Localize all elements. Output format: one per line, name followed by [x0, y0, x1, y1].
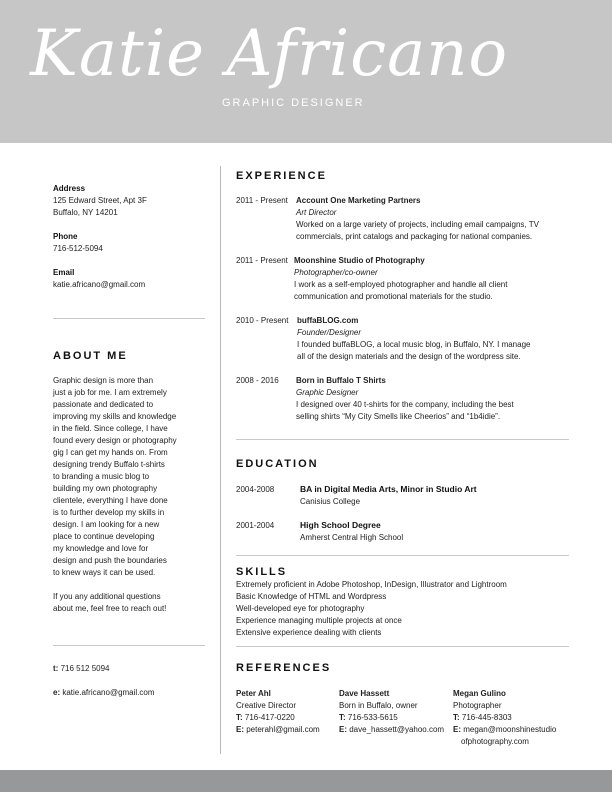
edu-school: Amherst Central High School	[300, 533, 404, 542]
reference-name: Dave Hassett	[339, 689, 390, 698]
right-divider-3	[236, 646, 569, 647]
reference-phone-value: 716-533-5615	[347, 713, 398, 722]
reference-phone-value: 716-417-0220	[244, 713, 295, 722]
job-desc-line: communication and promotional materials for the studio.	[294, 292, 493, 301]
phone-label: Phone	[53, 232, 78, 241]
resume-footer-bar	[0, 770, 612, 792]
job-title: Photographer/co-owner	[294, 268, 378, 277]
phone-value: 716-512-5094	[53, 244, 103, 253]
reference-email-value: megan@moonshinestudio	[463, 725, 557, 734]
experience-heading: EXPERIENCE	[236, 170, 327, 182]
address-label: Address	[53, 184, 86, 193]
about-line: design. I am looking for a new	[53, 520, 160, 529]
reference-phone-value: 716-445-8303	[461, 713, 512, 722]
job-dates: 2010 - Present	[236, 316, 289, 325]
job-desc-line: Worked on a large variety of projects, including email campaigns, TV	[296, 220, 539, 229]
left-divider-2	[53, 645, 205, 646]
edu-degree: BA in Digital Media Arts, Minor in Studio Art	[300, 484, 477, 494]
reference-name: Peter Ahl	[236, 689, 271, 698]
candidate-role: GRAPHIC DESIGNER	[222, 97, 365, 109]
about-line: found every design or photography	[53, 436, 177, 445]
reference-phone	[453, 712, 512, 724]
right-divider-1	[236, 439, 569, 440]
job-desc-line: commercials, print catalogs and packaging for national companies.	[296, 232, 533, 241]
job-desc-line: I designed over 40 t-shirts for the company, including the best	[296, 400, 514, 409]
reference-phone-prefix: T:	[339, 713, 346, 722]
about-text	[53, 375, 213, 615]
about-line: is to further develop my skills in	[53, 508, 165, 517]
footer-email	[53, 687, 155, 699]
about-line: place to continue developing	[53, 532, 155, 541]
skill-item: Experience managing multiple projects at once	[236, 616, 402, 625]
candidate-name: Katie Africano	[30, 17, 508, 91]
reference-email	[236, 724, 320, 736]
skill-item: Extensive experience dealing with clients	[236, 628, 382, 637]
reference-email-value: dave_hassett@yahoo.com	[349, 725, 445, 734]
reference-title: Photographer	[453, 701, 502, 710]
job-company: Account One Marketing Partners	[296, 196, 421, 205]
right-divider-2	[236, 555, 569, 556]
edu-dates: 2001-2004	[236, 521, 275, 530]
job-title: Founder/Designer	[297, 328, 362, 337]
edu-school: Canisius College	[300, 497, 361, 506]
skill-item: Basic Knowledge of HTML and Wordpress	[236, 592, 387, 601]
reference-name: Megan Gulino	[453, 689, 506, 698]
reference-phone	[236, 712, 295, 724]
about-heading: ABOUT ME	[53, 350, 128, 362]
about-line: to knew ways it can be used.	[53, 568, 156, 577]
about-line: just a job for me. I am extremely	[53, 388, 167, 397]
job-title: Art Director	[296, 208, 337, 217]
column-divider	[220, 166, 221, 754]
footer-phone	[53, 663, 110, 675]
job-company: buffaBLOG.com	[297, 316, 359, 325]
job-company: Born in Buffalo T Shirts	[296, 376, 386, 385]
reference-email-value: peterahl@gmail.com	[246, 725, 320, 734]
about-line: to branding a music blog to	[53, 472, 150, 481]
job-desc-line: all of the design materials and the design of the wordpress site.	[297, 352, 521, 361]
footer-email-value: katie.africano@gmail.com	[62, 688, 155, 697]
about-line: improving my skills and knowledge	[53, 412, 177, 421]
job-company: Moonshine Studio of Photography	[294, 256, 425, 265]
reference-email-prefix: E:	[339, 725, 347, 734]
about-line: in the field. Since college, I have	[53, 424, 168, 433]
reference-phone	[339, 712, 398, 724]
job-desc-line: I founded buffaBLOG, a local music blog, in Buffalo, NY. I manage	[297, 340, 531, 349]
reference-title: Born in Buffalo, owner	[339, 701, 418, 710]
about-line: my knowledge and love for	[53, 544, 149, 553]
footer-phone-value: 716 512 5094	[60, 664, 110, 673]
references-heading: REFERENCES	[236, 662, 332, 674]
reference-email-prefix: E:	[236, 725, 244, 734]
education-heading: EDUCATION	[236, 458, 319, 470]
job-dates: 2008 - 2016	[236, 376, 279, 385]
footer-phone-prefix: t:	[53, 664, 59, 673]
email-value: katie.africano@gmail.com	[53, 280, 146, 289]
about-line: gig I can get my hands on. From	[53, 448, 168, 457]
reference-email	[339, 724, 444, 736]
about-closing-line: about me, feel free to reach out!	[53, 604, 167, 613]
about-line: design and push the boundaries	[53, 556, 167, 565]
skills-heading: SKILLS	[236, 566, 288, 578]
reference-title: Creative Director	[236, 701, 297, 710]
footer-email-prefix: e:	[53, 688, 61, 697]
skill-item: Well-developed eye for photography	[236, 604, 365, 613]
about-line: clientele, everything I have done	[53, 496, 168, 505]
reference-email	[453, 724, 556, 736]
edu-dates: 2004-2008	[236, 485, 275, 494]
skill-item: Extremely proficient in Adobe Photoshop, InDesign, Illustrator and Lightroom	[236, 580, 507, 589]
email-label: Email	[53, 268, 75, 277]
about-line: passionate and dedicated to	[53, 400, 154, 409]
left-divider-1	[53, 318, 205, 319]
job-dates: 2011 - Present	[236, 256, 288, 265]
reference-email-continued: ofphotography.com	[461, 737, 529, 746]
about-line: designing trendy Buffalo t-shirts	[53, 460, 165, 469]
reference-email-prefix: E:	[453, 725, 461, 734]
about-closing-line: If you any additional questions	[53, 592, 161, 601]
address-line2: Buffalo, NY 14201	[53, 208, 118, 217]
address-line1: 125 Edward Street, Apt 3F	[53, 196, 147, 205]
reference-phone-prefix: T:	[453, 713, 460, 722]
about-line: Graphic design is more than	[53, 376, 154, 385]
job-desc-line: selling shirts “My City Smells like Cheerios” and “1b4idie”.	[296, 412, 501, 421]
edu-degree: High School Degree	[300, 520, 381, 530]
job-desc-line: I work as a self-employed photographer and handle all client	[294, 280, 508, 289]
about-line: building my own photography	[53, 484, 158, 493]
job-title: Graphic Designer	[296, 388, 359, 397]
job-dates: 2011 - Present	[236, 196, 288, 205]
reference-phone-prefix: T:	[236, 713, 243, 722]
resume-header	[0, 0, 612, 143]
